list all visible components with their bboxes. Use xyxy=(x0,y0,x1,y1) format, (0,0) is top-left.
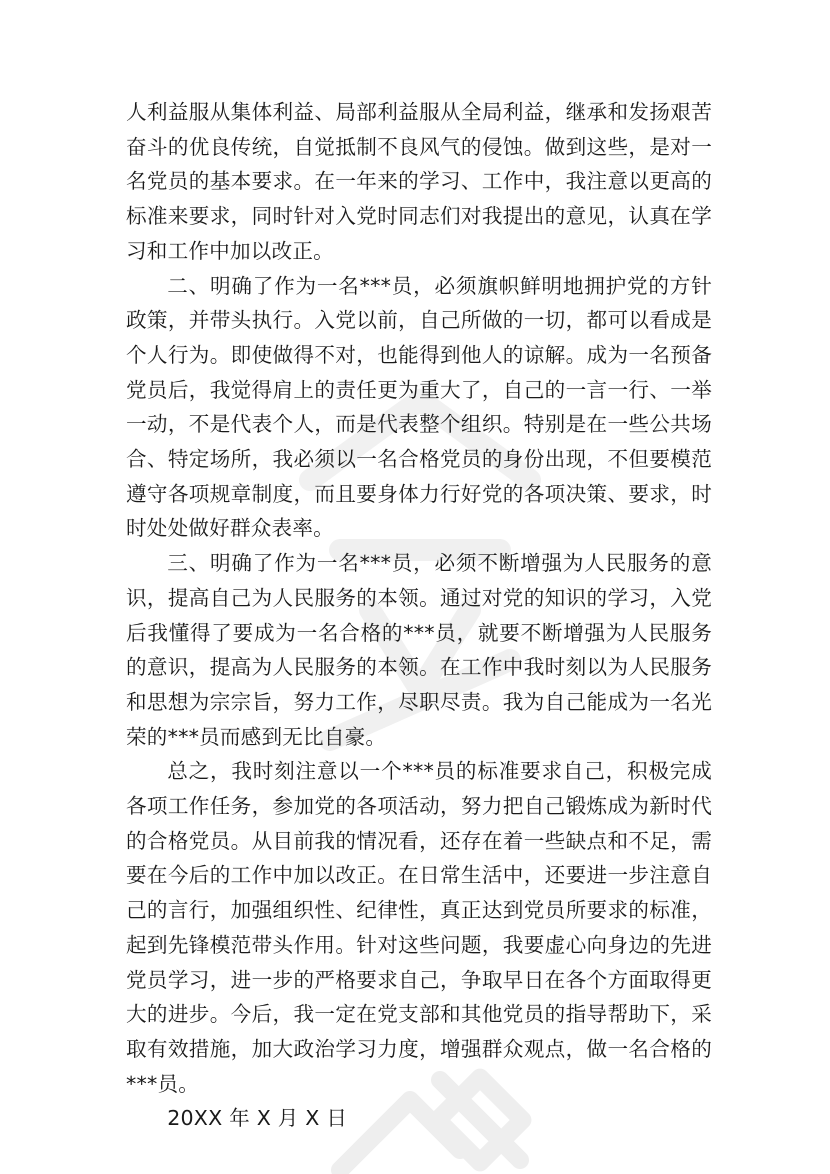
paragraph-2: 二、明确了作为一名***员，必须旗帜鲜明地拥护党的方针政策，并带头执行。入党以前，自己所做的一切，都可以看成是个人行为。即使做得不对，也能得到他人的谅解。成为一名预备党员后，我觉得肩上的责任更为重大了，自己的一言一行、一举一动，不是代表个人，而是代表整个组织。特别是在一些公共场合、特定场所，我必须以一名合格党员的身份出现，不但要模范遵守各项规章制度，而且要身体力行好党的各项决策、要求，时时处处做好群众表率。 xyxy=(126,273,712,541)
paragraph-1: 人利益服从集体利益、局部利益服从全局利益，继承和发扬艰苦奋斗的优良传统，自觉抵制不良风气的侵蚀。做到这些，是对一名党员的基本要求。在一年来的学习、工作中，我注意以更高的标准来要求，同时针对入党时同志们对我提出的意见，认真在学习和工作中加以改正。 xyxy=(126,100,712,263)
document-body xyxy=(126,95,712,1136)
paragraph-4: 总之，我时刻注意以一个***员的标准要求自己，积极完成各项工作任务，参加党的各项活动，努力把自己锻炼成为新时代的合格党员。从目前我的情况看，还存在着一些缺点和不足，需要在今后的工作中加以改正。在日常生活中，还要进一步注意自己的言行，加强组织性、纪律性，真正达到党员所要求的标准，起到先锋模范带头作用。针对这些问题，我要虚心向身边的先进党员学习，进一步的严格要求自己，争取早日在各个方面取得更大的进步。今后，我一定在党支部和其他党员的指导帮助下，采取有效措施，加大政治学习力度，增强群众观点，做一名合格的***员。 xyxy=(126,759,712,1096)
document-date: 20XX 年 X 月 X 日 xyxy=(167,1106,348,1131)
paragraph-3: 三、明确了作为一名***员，必须不断增强为人民服务的意识，提高自己为人民服务的本领。通过对党的知识的学习，入党后我懂得了要成为一名合格的***员，就要不断增强为人民服务的意识，提高为人民服务的本领。在工作中我时刻以为人民服务和思想为宗宗旨，努力工作，尽职尽责。我为自己能成为一名光荣的***员而感到无比自豪。 xyxy=(126,551,712,749)
